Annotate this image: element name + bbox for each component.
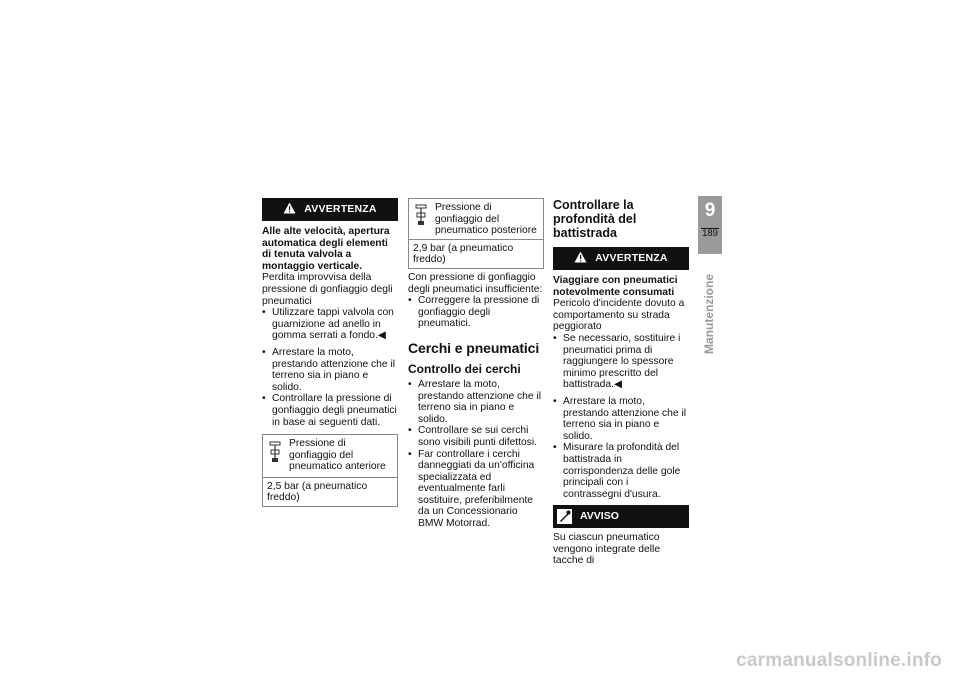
tire-gauge-icon [413, 202, 435, 228]
wrench-icon [557, 509, 572, 524]
subsection-title: Controllo dei cerchi [408, 361, 521, 376]
spec-label: Pressione di gonfiaggio del pneumatico anteriore [289, 438, 386, 473]
bullet-list [553, 333, 689, 391]
list-item: • Se necessario, sostituire i pneumatici prima di raggiungere lo spessore minimo prescritto del battistrada.◀ [553, 333, 689, 391]
warning-heading: Alle alte velocità, apertura automatica degli elementi di tenuta valvola a montaggio verticale. [262, 226, 390, 272]
chapter-tab [698, 196, 722, 254]
warning-triangle-icon [574, 251, 587, 267]
list-item: • Misurare la profondità del battistrada in corrispondenza delle gole principali con i contrassegni d'usura. [553, 442, 689, 500]
bullet-list [262, 307, 398, 428]
warning-banner [553, 247, 689, 270]
warning-triangle-icon [283, 202, 296, 218]
chapter-number: 9 [704, 200, 716, 221]
column-3 [553, 198, 689, 567]
chapter-side-label: Manutenzione [702, 274, 716, 354]
spec-box-front [262, 434, 398, 507]
warning-text: Pericolo d'incidente dovuto a comportamento su strada peggiorato [553, 298, 685, 333]
watermark: carmanualsonline.info [736, 650, 942, 671]
spec-value: 2,5 bar (a pneumatico freddo) [267, 480, 368, 504]
list-item: • Arrestare la moto, prestando attenzione che il terreno sia in piano e solido. [408, 379, 544, 425]
bullet-list [408, 379, 544, 530]
spec-label: Pressione di gonfiaggio del pneumatico posteriore [435, 202, 537, 237]
spec-value: 2,9 bar (a pneumatico freddo) [413, 242, 514, 266]
warning-heading: Viaggiare con pneumatici notevolmente consumati [553, 275, 678, 298]
list-item: • Utilizzare tappi valvola con guarnizione ad anello in gomma serrati a fondo.◀ [262, 307, 398, 342]
page-number: 189 [702, 228, 718, 239]
notice-title: AVVISO [580, 509, 619, 522]
list-item: • Arrestare la moto, prestando attenzione che il terreno sia in piano e solido. [262, 347, 398, 393]
tire-gauge-icon [267, 438, 289, 473]
warning-banner [262, 198, 398, 221]
list-item: • Correggere la pressione di gonfiaggio degli pneumatici. [408, 295, 544, 330]
warning-title: AVVERTENZA [304, 202, 377, 215]
warning-title: AVVERTENZA [595, 251, 668, 264]
list-item: • Controllare la pressione di gonfiaggio degli pneumatici in base ai seguenti dati. [262, 393, 398, 428]
column-2 [408, 198, 544, 530]
list-item: • Far controllare i cerchi danneggiati da un'officina specializzata ed eventualmente farli sostituire, preferibilmente da un Concessionario BMW Motorrad. [408, 449, 544, 530]
section-title: Cerchi e pneumatici [408, 339, 540, 356]
list-item: • Arrestare la moto, prestando attenzione che il terreno sia in piano e solido. [553, 396, 689, 442]
bullet-list [408, 295, 544, 330]
notice-banner [553, 505, 689, 528]
intro-text: Con pressione di gonfiaggio degli pneumatici insufficiente: [408, 271, 543, 295]
list-item: • Controllare se sui cerchi sono visibili punti difettosi. [408, 425, 544, 448]
warning-text: Perdita improvvisa della pressione di gonfiaggio degli pneumatici [262, 272, 393, 307]
notice-text: Su ciascun pneumatico vengono integrate delle tacche di [553, 532, 661, 567]
section-title: Controllare la profondità del battistrada [553, 198, 637, 240]
bullet-list [553, 396, 689, 500]
column-1 [262, 198, 398, 507]
spec-box-rear [408, 198, 544, 269]
divider [701, 228, 719, 229]
